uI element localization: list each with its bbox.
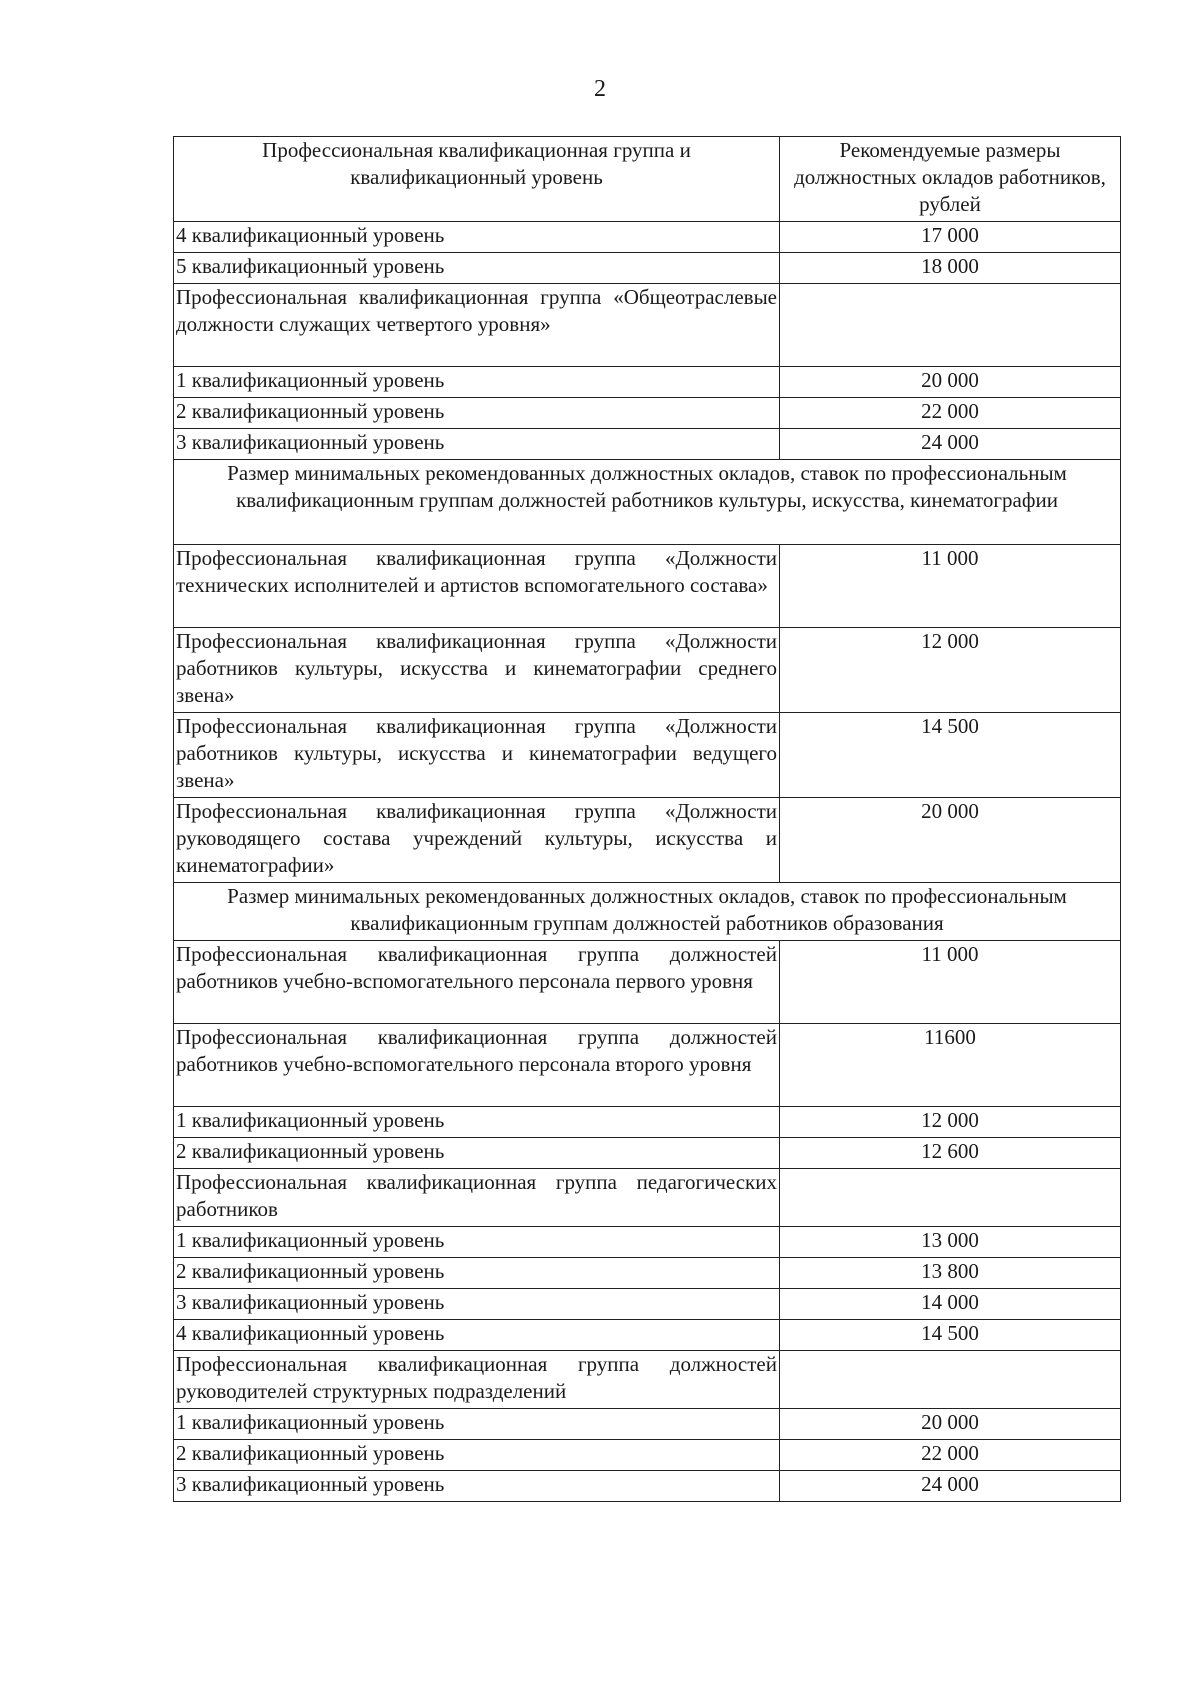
table-header-row (174, 137, 1121, 222)
section-heading: Размер минимальных рекомендованных должностных окладов, ставок по профессиональным квалификационным группам должностей работников культуры, искусства, кинематографии (174, 460, 1121, 545)
group-name: Профессиональная квалификационная группа «Должности работников культуры, искусства и кинематографии среднего звена» (174, 628, 780, 713)
salary-value: 11 000 (780, 941, 1121, 1024)
salary-value: 14 000 (780, 1289, 1121, 1320)
table-row (174, 798, 1121, 883)
salary-value (780, 1169, 1121, 1227)
table-row (174, 1024, 1121, 1107)
table-row (174, 367, 1121, 398)
level-name: 2 квалификационный уровень (174, 1440, 780, 1471)
salary-value: 13 800 (780, 1258, 1121, 1289)
table-row (174, 1258, 1121, 1289)
salary-value: 12 000 (780, 628, 1121, 713)
table-row (174, 1440, 1121, 1471)
page-number: 2 (594, 76, 606, 102)
table-row (174, 1107, 1121, 1138)
salary-value: 13 000 (780, 1227, 1121, 1258)
table-row (174, 284, 1121, 367)
table-row (174, 1320, 1121, 1351)
table-row (174, 222, 1121, 253)
level-name: 1 квалификационный уровень (174, 1107, 780, 1138)
salary-value: 11 000 (780, 545, 1121, 628)
table-row (174, 253, 1121, 284)
header-name-cell: Профессиональная квалификационная группа и квалификационный уровень (174, 137, 780, 222)
level-name: 5 квалификационный уровень (174, 253, 780, 284)
table-row (174, 1289, 1121, 1320)
salary-value (780, 284, 1121, 367)
table-row (174, 1138, 1121, 1169)
section-heading: Размер минимальных рекомендованных должностных окладов, ставок по профессиональным квалификационным группам должностей работников образования (174, 883, 1121, 941)
salary-value: 24 000 (780, 1471, 1121, 1502)
salary-value: 11600 (780, 1024, 1121, 1107)
level-name: 2 квалификационный уровень (174, 1138, 780, 1169)
level-name: 3 квалификационный уровень (174, 429, 780, 460)
salary-value: 12 000 (780, 1107, 1121, 1138)
group-name: Профессиональная квалификационная группа «Общеотраслевые должности служащих четвертого уровня» (174, 284, 780, 367)
salary-value: 20 000 (780, 1409, 1121, 1440)
group-name: Профессиональная квалификационная группа педагогических работников (174, 1169, 780, 1227)
level-name: 1 квалификационный уровень (174, 1227, 780, 1258)
table-row (174, 1169, 1121, 1227)
salary-table (173, 136, 1121, 1502)
group-name: Профессиональная квалификационная группа «Должности руководящего состава учреждений культуры, искусства и кинематографии» (174, 798, 780, 883)
level-name: 3 квалификационный уровень (174, 1471, 780, 1502)
salary-value (780, 1351, 1121, 1409)
salary-value: 22 000 (780, 1440, 1121, 1471)
salary-value: 20 000 (780, 367, 1121, 398)
table-row (174, 1227, 1121, 1258)
level-name: 4 квалификационный уровень (174, 222, 780, 253)
table-row (174, 1409, 1121, 1440)
salary-value: 18 000 (780, 253, 1121, 284)
level-name: 1 квалификационный уровень (174, 367, 780, 398)
table-row (174, 1351, 1121, 1409)
group-name: Профессиональная квалификационная группа должностей работников учебно-вспомогательного персонала второго уровня (174, 1024, 780, 1107)
level-name: 3 квалификационный уровень (174, 1289, 780, 1320)
level-name: 4 квалификационный уровень (174, 1320, 780, 1351)
table-row (174, 1471, 1121, 1502)
group-name: Профессиональная квалификационная группа должностей руководителей структурных подразделений (174, 1351, 780, 1409)
salary-value: 14 500 (780, 713, 1121, 798)
section-row (174, 460, 1121, 545)
group-name: Профессиональная квалификационная группа «Должности работников культуры, искусства и кинематографии ведущего звена» (174, 713, 780, 798)
salary-value: 17 000 (780, 222, 1121, 253)
group-name: Профессиональная квалификационная группа «Должности технических исполнителей и артистов вспомогательного состава» (174, 545, 780, 628)
salary-value: 22 000 (780, 398, 1121, 429)
level-name: 2 квалификационный уровень (174, 1258, 780, 1289)
level-name: 2 квалификационный уровень (174, 398, 780, 429)
table-row (174, 429, 1121, 460)
table-row (174, 713, 1121, 798)
level-name: 1 квалификационный уровень (174, 1409, 780, 1440)
table-row (174, 628, 1121, 713)
salary-value: 24 000 (780, 429, 1121, 460)
table-row (174, 398, 1121, 429)
table-row (174, 545, 1121, 628)
section-row (174, 883, 1121, 941)
header-value-cell: Рекомендуемые размеры должностных окладов работников, рублей (780, 137, 1121, 222)
group-name: Профессиональная квалификационная группа должностей работников учебно-вспомогательного персонала первого уровня (174, 941, 780, 1024)
table-row (174, 941, 1121, 1024)
salary-value: 20 000 (780, 798, 1121, 883)
salary-value: 14 500 (780, 1320, 1121, 1351)
salary-value: 12 600 (780, 1138, 1121, 1169)
